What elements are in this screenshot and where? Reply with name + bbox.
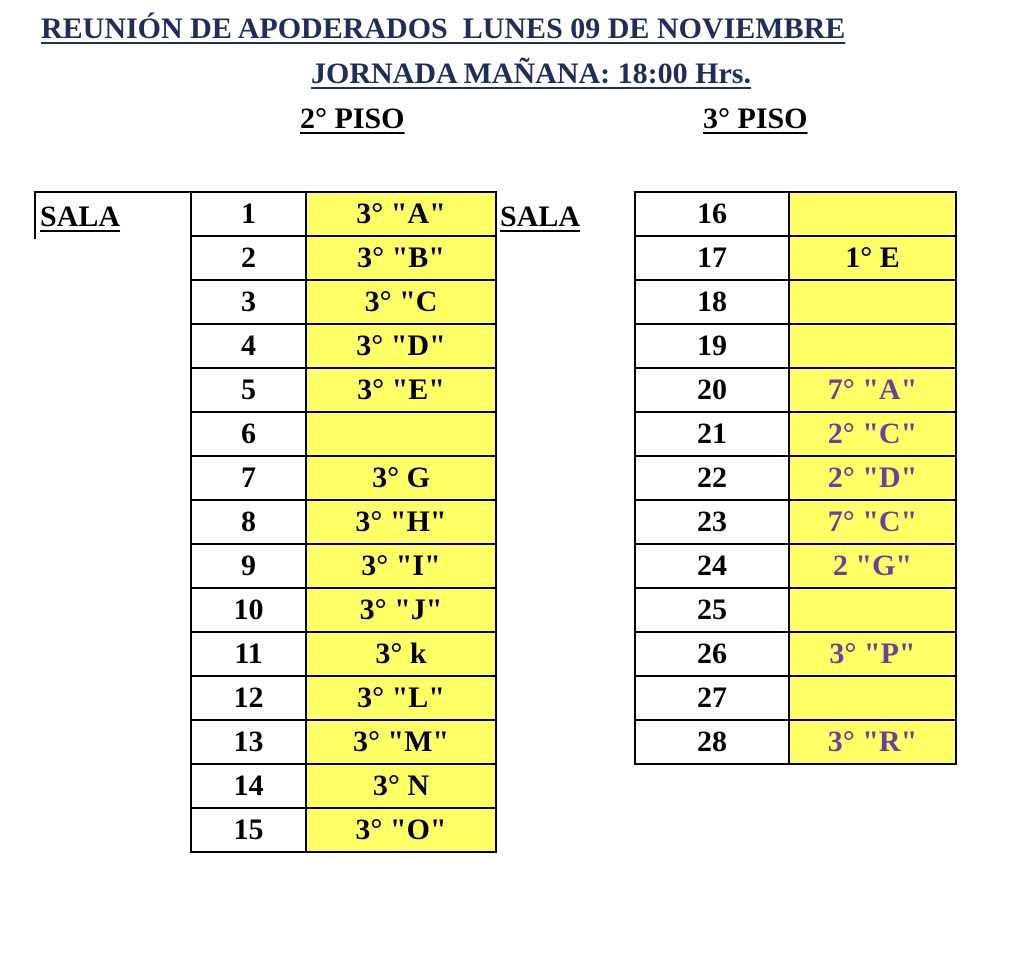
sala-label-right: SALA — [500, 200, 581, 233]
table-row — [191, 588, 496, 632]
room-number: 14 — [191, 764, 306, 808]
course-group — [789, 280, 956, 324]
room-table-third-floor — [634, 191, 957, 765]
room-number: 15 — [191, 808, 306, 852]
course-group: 3° "M" — [306, 720, 496, 764]
course-group: 3° G — [306, 456, 496, 500]
course-group: 3° "L" — [306, 676, 496, 720]
room-table-body-left — [191, 192, 496, 852]
room-number: 26 — [635, 632, 789, 676]
table-row — [191, 192, 496, 236]
room-number: 6 — [191, 412, 306, 456]
room-number: 1 — [191, 192, 306, 236]
room-number: 9 — [191, 544, 306, 588]
room-number: 18 — [635, 280, 789, 324]
room-number: 12 — [191, 676, 306, 720]
table-row — [635, 632, 956, 676]
room-number: 22 — [635, 456, 789, 500]
table-row — [191, 412, 496, 456]
table-row — [191, 632, 496, 676]
floor-label-second: 2° PISO — [300, 102, 405, 135]
course-group: 3° "B" — [306, 236, 496, 280]
room-number: 3 — [191, 280, 306, 324]
room-number: 23 — [635, 500, 789, 544]
table-row — [635, 720, 956, 764]
table-row — [635, 192, 956, 236]
table-row — [191, 676, 496, 720]
room-number: 28 — [635, 720, 789, 764]
table-row — [635, 500, 956, 544]
table-row — [191, 456, 496, 500]
table-row — [635, 280, 956, 324]
course-group — [789, 588, 956, 632]
room-number: 11 — [191, 632, 306, 676]
course-group: 3° "P" — [789, 632, 956, 676]
table-row — [635, 676, 956, 720]
course-group: 3° "E" — [306, 368, 496, 412]
course-group — [306, 412, 496, 456]
table-row — [191, 764, 496, 808]
room-number: 2 — [191, 236, 306, 280]
table-row — [635, 236, 956, 280]
table-row — [191, 280, 496, 324]
room-number: 24 — [635, 544, 789, 588]
course-group: 1° E — [789, 236, 956, 280]
table-row — [635, 412, 956, 456]
room-number: 16 — [635, 192, 789, 236]
table-row — [635, 456, 956, 500]
room-number: 13 — [191, 720, 306, 764]
room-number: 4 — [191, 324, 306, 368]
room-table-second-floor — [190, 191, 497, 853]
room-number: 7 — [191, 456, 306, 500]
course-group: 3° "C — [306, 280, 496, 324]
course-group: 2° "D" — [789, 456, 956, 500]
table-row — [635, 368, 956, 412]
room-number: 20 — [635, 368, 789, 412]
course-group: 3° "O" — [306, 808, 496, 852]
course-group: 3° "J" — [306, 588, 496, 632]
table-row — [635, 588, 956, 632]
table-row — [635, 324, 956, 368]
table-row — [191, 236, 496, 280]
table-row — [191, 324, 496, 368]
course-group: 7° "C" — [789, 500, 956, 544]
table-row — [191, 368, 496, 412]
floor-label-third: 3° PISO — [703, 102, 808, 135]
course-group: 3° "R" — [789, 720, 956, 764]
title-line-1: REUNIÓN DE APODERADOS LUNES 09 DE NOVIEMBRE — [41, 12, 846, 45]
room-number: 10 — [191, 588, 306, 632]
table-row — [635, 544, 956, 588]
room-number: 19 — [635, 324, 789, 368]
title-line-2: JORNADA MAÑANA: 18:00 Hrs. — [311, 57, 751, 90]
room-table-body-right — [635, 192, 956, 764]
sala-label-left: SALA — [40, 200, 121, 233]
course-group: 2 "G" — [789, 544, 956, 588]
course-group: 3° "I" — [306, 544, 496, 588]
course-group: 3° N — [306, 764, 496, 808]
table-row — [191, 500, 496, 544]
course-group: 3° "H" — [306, 500, 496, 544]
room-number: 25 — [635, 588, 789, 632]
room-number: 17 — [635, 236, 789, 280]
table-row — [191, 808, 496, 852]
course-group: 2° "C" — [789, 412, 956, 456]
course-group: 7° "A" — [789, 368, 956, 412]
course-group — [789, 676, 956, 720]
course-group: 3° "A" — [306, 192, 496, 236]
room-number: 27 — [635, 676, 789, 720]
course-group — [789, 324, 956, 368]
course-group: 3° "D" — [306, 324, 496, 368]
room-number: 8 — [191, 500, 306, 544]
course-group — [789, 192, 956, 236]
room-number: 5 — [191, 368, 306, 412]
room-number: 21 — [635, 412, 789, 456]
table-row — [191, 720, 496, 764]
table-row — [191, 544, 496, 588]
course-group: 3° k — [306, 632, 496, 676]
